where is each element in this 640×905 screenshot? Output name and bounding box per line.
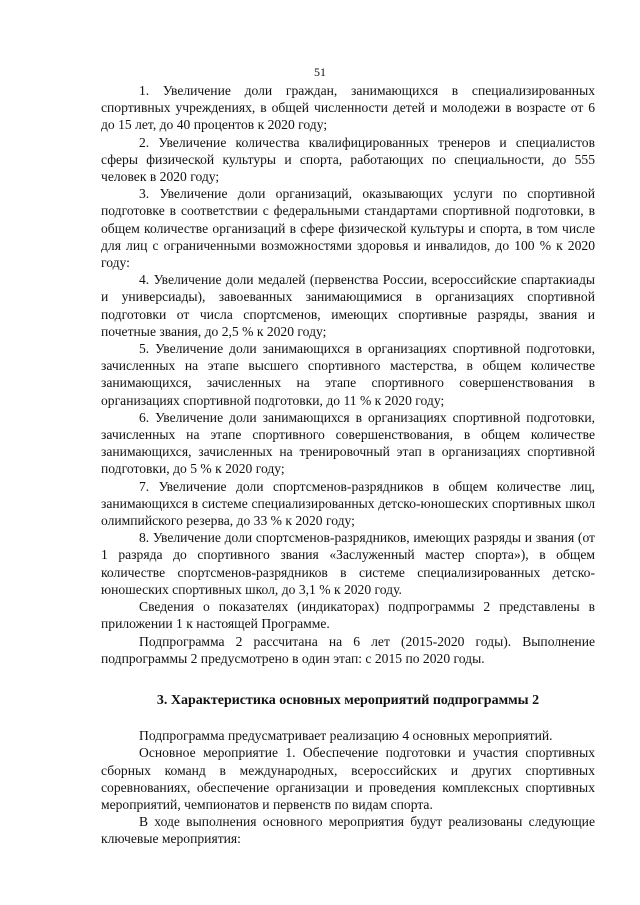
paragraph-indicator-6: 6. Увеличение доли занимающихся в организациях спортивной подготовки, зачисленных на этапе спортивного совершенствования, в общем количестве занимающихся, зачисленных на тренировочный этап в организациях спортивной подготовки, до 5 % к 2020 году; <box>101 409 595 477</box>
paragraph-indicator-7: 7. Увеличение доли спортсменов-разрядников в общем количестве лиц, занимающихся в системе специализированных детско-юношеских спортивных школ олимпийского резерва, до 33 % к 2020 году; <box>101 478 595 529</box>
page-number: 51 <box>314 65 326 79</box>
paragraph-indicator-4: 4. Увеличение доли медалей (первенства России, всероссийские спартакиады и универсиады), завоеванных занимающимися в организациях спортивной подготовки от числа спортсменов, имеющих спортивные разряды, звания и почетные звания, до 2,5 % к 2020 году; <box>101 272 595 339</box>
paragraph-appendix-reference: Сведения о показателях (индикаторах) подпрограммы 2 представлены в приложении 1 к настоящей Программе. <box>101 599 595 632</box>
section-heading: 3. Характеристика основных мероприятий подпрограммы 2 <box>156 692 540 708</box>
paragraph-key-activities-intro: В ходе выполнения основного мероприятия будут реализованы следующие ключевые мероприятия: <box>101 814 595 847</box>
paragraph-indicator-3: 3. Увеличение доли организаций, оказывающих услуги по спортивной подготовке в соответствии с федеральными стандартами спортивной подготовки, в общем количестве организаций в сфере физической культуры и спорта, в том числе для лиц с ограниченными возможностями здоровья и инвалидов, до 100 % к 2020 году: <box>101 186 595 271</box>
paragraph-duration: Подпрограмма 2 рассчитана на 6 лет (2015-2020 годы). Выполнение подпрограммы 2 предусмотрено в один этап: с 2015 по 2020 годы. <box>101 633 595 666</box>
paragraph-indicator-8: 8. Увеличение доли спортсменов-разрядников, имеющих разряды и звания (от 1 разряда до спортивного звания «Заслуженный мастер спорта»), в общем количестве спортсменов-разрядников в системе специализированных детско-юношеских спортивных школ, до 3,1 % к 2020 году. <box>101 530 595 597</box>
paragraph-main-activity-1: Основное мероприятие 1. Обеспечение подготовки и участия спортивных сборных команд в международных, всероссийских и других спортивных соревнованиях, обеспечение организации и проведения комплексных спортивных мероприятий, чемпионатов и первенств по видам спорта. <box>101 745 595 812</box>
paragraph-indicator-1: 1. Увеличение доли граждан, занимающихся в специализированных спортивных учреждениях, в общей численности детей и молодежи в возрасте от 6 до 15 лет, до 40 процентов к 2020 году; <box>101 83 595 133</box>
paragraph-indicator-5: 5. Увеличение доли занимающихся в организациях спортивной подготовки, зачисленных на этапе высшего спортивного мастерства, в общем количестве занимающихся, зачисленных на этапе спортивного совершенствования в организациях спортивной подготовки, до 11 % к 2020 году; <box>101 341 595 408</box>
document-body <box>101 82 595 848</box>
paragraph-overview: Подпрограмма предусматривает реализацию 4 основных мероприятий. <box>139 728 553 744</box>
paragraph-indicator-2: 2. Увеличение количества квалифицированных тренеров и специалистов сферы физической культуры и спорта, работающих по специальности, до 555 человек в 2020 году; <box>101 134 595 185</box>
